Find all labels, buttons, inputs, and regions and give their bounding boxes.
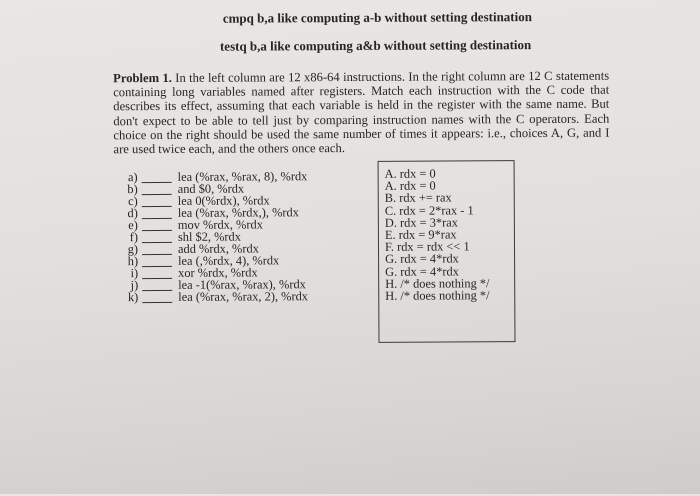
- choice-item: D. rdx = 3*rax: [384, 215, 458, 230]
- choice-item: C. rdx = 2*rax - 1: [384, 202, 474, 218]
- answer-blank[interactable]: [142, 172, 172, 183]
- instruction-letter: g): [127, 242, 139, 257]
- choice-item: A. rdx = 0: [384, 166, 436, 181]
- instruction-letter: b): [127, 182, 138, 197]
- instruction-letter: h): [127, 254, 139, 269]
- instruction-letter: c): [128, 194, 138, 209]
- choice-item: G. rdx = 4*rdx: [385, 263, 459, 279]
- answer-blank[interactable]: [142, 208, 172, 219]
- instruction-row: [120, 290, 380, 303]
- answer-blank[interactable]: [142, 196, 172, 207]
- problem-label: Problem 1.: [113, 70, 172, 86]
- answer-blank[interactable]: [142, 256, 172, 267]
- choice-item: F. rdx = rdx << 1: [384, 239, 470, 254]
- answer-blank[interactable]: [142, 220, 172, 231]
- answer-blank[interactable]: [142, 292, 172, 303]
- instruction-letter: j): [130, 278, 139, 293]
- instruction-list: [120, 170, 381, 303]
- answer-blank[interactable]: [142, 280, 172, 291]
- instruction-letter: d): [127, 206, 138, 221]
- instruction-letter: e): [128, 218, 138, 233]
- instruction-text: lea (%rax, %rax, 8), %rdx: [177, 169, 308, 184]
- instruction-text: add %rdx, %rdx: [177, 241, 259, 256]
- cmpq-note: cmpq b,a like computing a-b without setting destination: [222, 9, 532, 26]
- instruction-text: lea 0(%rdx), %rdx: [177, 193, 270, 208]
- answer-blank[interactable]: [142, 232, 172, 243]
- choice-item: B. rdx += rax: [384, 190, 452, 206]
- answer-blank[interactable]: [142, 268, 172, 279]
- instruction-text: shl $2, %rdx: [177, 229, 241, 244]
- instruction-text: xor %rdx, %rdx: [178, 265, 258, 280]
- choice-item: A. rdx = 0: [384, 178, 436, 194]
- problem-statement: [113, 69, 609, 157]
- instruction-letter: f): [129, 230, 138, 245]
- answer-blank[interactable]: [142, 184, 172, 195]
- testq-note: testq b,a like computing a&b without setting destination: [219, 37, 532, 54]
- instruction-letter: a): [127, 170, 138, 185]
- problem-text: In the left column are 12 x86-64 instructions. In the right column are 12 C statements containing long variables named after registers. Match each instruction with the C code that describes its effect, assuming that each variable is held in the register with the same name. But don't expect to be able to tell just by comparing instruction names with the C operators. Each choice on the right should be used the same number of times it appears: i.e., choices A, G, and I are used twice each, and the others once each.: [113, 68, 610, 157]
- instruction-text: lea (%rax, %rax, 2), %rdx: [178, 289, 308, 304]
- choice-item: H. /* does nothing */: [385, 275, 490, 291]
- instruction-text: lea (,%rdx, 4), %rdx: [178, 253, 280, 268]
- instruction-text: lea -1(%rax, %rax), %rdx: [178, 277, 306, 292]
- instruction-text: and $0, %rdx: [177, 181, 245, 196]
- choice-item: E. rdx = 9*rax: [384, 227, 457, 242]
- choice-item: H. /* does nothing */: [385, 288, 490, 303]
- instruction-text: mov %rdx, %rdx: [177, 217, 263, 232]
- instruction-letter: i): [130, 266, 139, 281]
- instruction-letter: k): [127, 290, 139, 305]
- choices-box: [378, 160, 516, 343]
- choice-item: G. rdx = 4*rdx: [385, 251, 459, 267]
- answer-blank[interactable]: [142, 244, 172, 255]
- instruction-text: lea (%rax, %rdx,), %rdx: [177, 205, 299, 220]
